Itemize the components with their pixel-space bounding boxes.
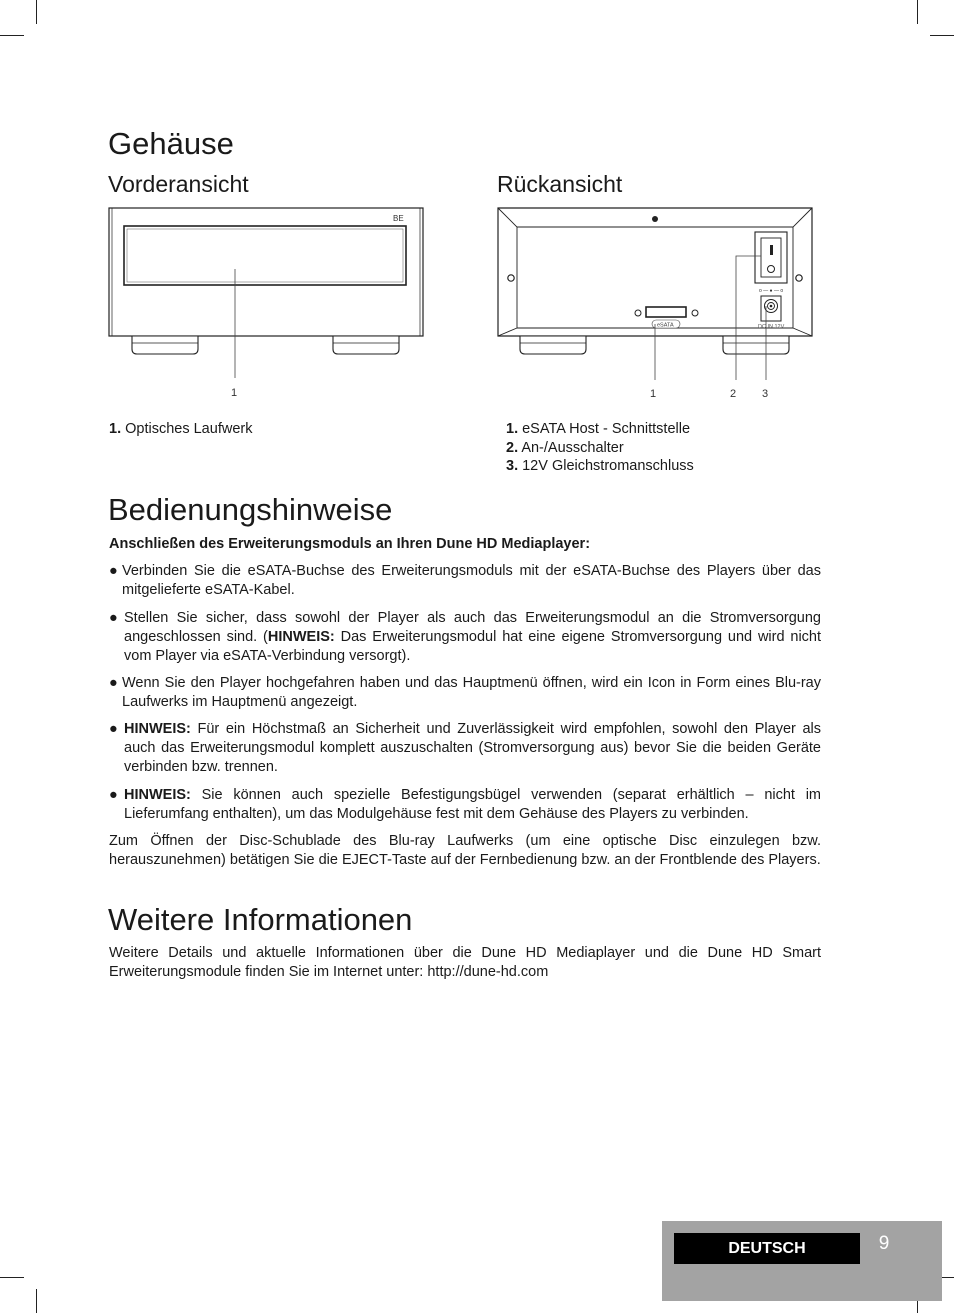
back-view-heading: Rückansicht (497, 171, 623, 197)
back-view-diagram (490, 200, 830, 405)
back-legend-item: 3. 12V Gleichstromanschluss (506, 458, 694, 474)
bullet-item: ● HINWEIS: Sie können auch spezielle Befestigungsbügel verwenden (separat erhältlich – nicht im Lieferumfang enthalten), um das Modulgehäuse fest mit dem Gehäuse des Players zu verbinden. (109, 787, 821, 822)
bullet-item: ● Stellen Sie sicher, dass sowohl der Player als auch das Erweiterungsmodul an die Stromversorgung angeschlossen sind. (HINWEIS: Das Erweiterungsmodul hat eine eigene Stromversorgung und wird nicht vom Player via eSATA-Verbindung versorgt). (109, 610, 822, 664)
back-callout-1: 1 (650, 388, 657, 400)
back-callout-3: 3 (762, 388, 769, 400)
bullet-item: ● HINWEIS: Für ein Höchstmaß an Sicherheit und Zuverlässigkeit wird empfohlen, sowohl den Player als auch das Erweiterungsmodul komplett auszuschalten (Stromversorgung aus) bevor Sie die beiden Geräte verbinden bzw. trennen. (109, 721, 821, 775)
language-badge: DEUTSCH (674, 1233, 860, 1264)
more-info-heading: Weitere Informationen (108, 902, 413, 937)
back-legend-item: 2. An-/Ausschalter (506, 439, 624, 456)
instructions-subheading: Anschließen des Erweiterungsmoduls an Ihren Dune HD Mediaplayer: (109, 536, 591, 552)
svg-text:o — ● — o: o — ● — o (759, 288, 784, 294)
dc-in-label: DC IN 12V (758, 324, 785, 330)
back-legend (506, 420, 694, 476)
crop-mark (917, 0, 918, 24)
page-title: Gehäuse (108, 126, 234, 161)
front-legend (109, 420, 252, 439)
esata-label: eSATA (657, 322, 674, 329)
instructions-heading: Bedienungshinweise (108, 492, 393, 527)
front-legend-item: 1. Optisches Laufwerk (109, 421, 253, 437)
bullet-item: ● Verbinden Sie die eSATA-Buchse des Erweiterungsmoduls mit der eSATA-Buchse des Players über das mitgelieferte eSATA-Kabel. (109, 563, 821, 598)
front-view-heading: Vorderansicht (108, 171, 249, 197)
page-number: 9 (878, 1233, 890, 1254)
crop-mark (0, 1277, 24, 1278)
front-callout-1: 1 (231, 387, 238, 399)
front-view-diagram (100, 200, 440, 405)
bullet-item: ● Wenn Sie den Player hochgefahren haben und das Hauptmenü öffnen, wird ein Icon in Form eines Blu-ray Laufwerks im Hauptmenü angezeigt. (109, 675, 821, 710)
crop-mark (36, 0, 37, 24)
more-info-text: Weitere Details und aktuelle Informationen über die Dune HD Mediaplayer und die Dune HD Smart Erweiterungsmodule finden Sie im Internet unter: http://dune-hd.com (109, 945, 821, 980)
back-callout-2: 2 (730, 388, 737, 400)
crop-mark (36, 1289, 37, 1313)
eject-paragraph: Zum Öffnen der Disc-Schublade des Blu-ray Laufwerks (um eine optische Disc einzulegen bzw. herauszunehmen) betätigen Sie die EJECT-Taste auf der Fernbedienung bzw. an der Frontblende des Players. (109, 833, 821, 868)
front-panel-label: BE (393, 214, 404, 223)
crop-mark (930, 35, 954, 36)
crop-mark (0, 35, 24, 36)
back-legend-item: 1. eSATA Host - Schnittstelle (506, 421, 691, 437)
